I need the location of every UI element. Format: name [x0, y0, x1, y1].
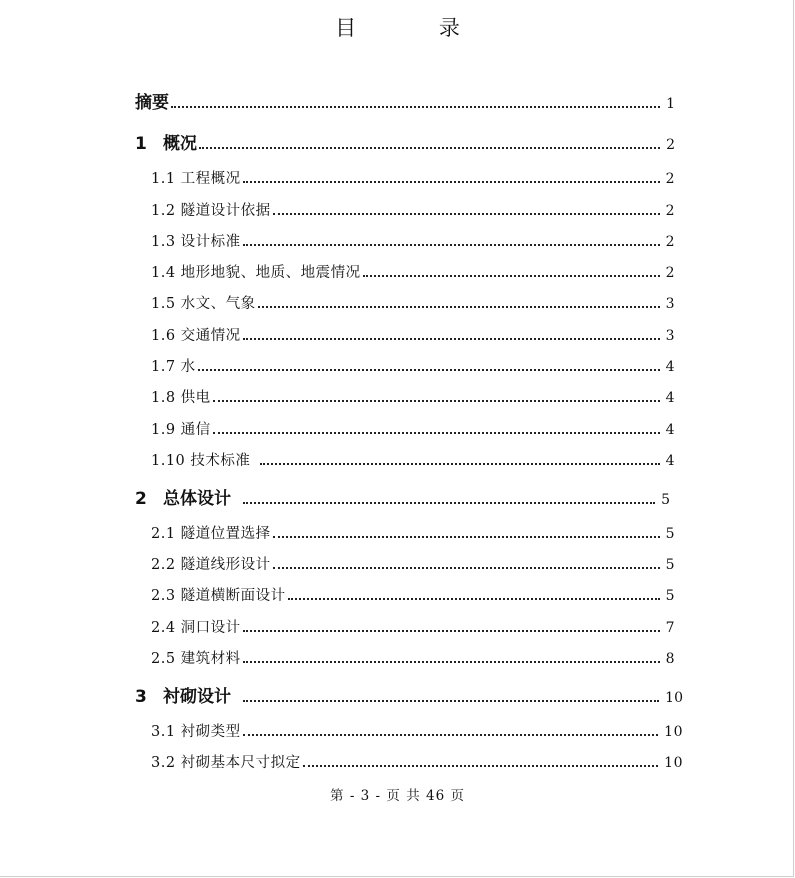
dot-leader	[273, 213, 660, 215]
toc-entry-2-1[interactable]	[151, 522, 675, 543]
toc-entry-label: 摘要	[135, 93, 169, 113]
toc-entry-label: 1.6 交通情况	[151, 328, 241, 344]
dot-leader	[213, 400, 660, 402]
toc-entry-1-10[interactable]	[151, 449, 675, 470]
toc-entry-label: 2.3 隧道横断面设计	[151, 588, 286, 604]
toc-entry-label: 1.5 水文、气象	[151, 296, 256, 312]
toc-entry-1-4[interactable]	[151, 261, 675, 282]
dot-leader	[198, 369, 660, 371]
toc-page-number: 10	[664, 724, 683, 740]
toc-entry-label: 2.5 建筑材料	[151, 651, 241, 667]
chapter-number: 3	[135, 687, 147, 707]
dot-leader	[243, 244, 660, 246]
toc-page-number: 4	[665, 422, 675, 438]
dot-leader	[273, 536, 660, 538]
toc-page-number: 7	[665, 620, 675, 636]
toc-entry-chapter-3[interactable]	[135, 682, 683, 707]
toc-entry-label: 1.9 通信	[151, 422, 211, 438]
toc-entry-label: 1.10 技术标准	[151, 453, 251, 469]
toc-page-number: 2	[665, 171, 675, 187]
toc-page-number: 4	[665, 359, 675, 375]
toc-entry-label: 1.1 工程概况	[151, 171, 241, 187]
dot-leader	[243, 181, 660, 183]
toc-entry-3-2[interactable]	[151, 751, 683, 772]
toc-entry-label: 3.1 衬砌类型	[151, 724, 241, 740]
toc-page-number: 4	[665, 390, 675, 406]
toc-entry-label: 1.8 供电	[151, 390, 211, 406]
toc-page-number: 10	[665, 690, 683, 706]
page-footer: 第 - 3 - 页 共 46 页	[330, 788, 465, 804]
dot-leader	[303, 765, 659, 767]
toc-entry-1-2[interactable]	[151, 199, 675, 220]
dot-leader	[258, 306, 660, 308]
toc-page-number: 4	[665, 453, 675, 469]
toc-entry-label: 1.2 隧道设计依据	[151, 203, 271, 219]
dot-leader	[260, 463, 659, 465]
toc-page-number: 5	[665, 557, 675, 573]
toc-page-number: 5	[661, 492, 670, 508]
toc-page-number: 10	[664, 755, 683, 771]
toc-entry-label: 概况	[163, 134, 197, 154]
chapter-number: 2	[135, 489, 147, 509]
toc-entry-2-5[interactable]	[151, 647, 675, 668]
toc-entry-label: 1.4 地形地貌、地质、地震情况	[151, 265, 361, 281]
toc-entry-label: 3.2 衬砌基本尺寸拟定	[151, 755, 301, 771]
toc-page-number: 3	[665, 328, 675, 344]
toc-page-number: 5	[665, 588, 675, 604]
toc-entry-2-3[interactable]	[151, 584, 675, 605]
toc-entry-1-5[interactable]	[151, 292, 675, 313]
toc-entry-chapter-1[interactable]	[135, 129, 675, 154]
toc-entry-1-8[interactable]	[151, 386, 675, 407]
toc-page-number: 8	[665, 651, 675, 667]
toc-entry-2-2[interactable]	[151, 553, 675, 574]
dot-leader	[243, 700, 659, 702]
toc-entry-3-1[interactable]	[151, 720, 683, 741]
toc-entry-1-7[interactable]	[151, 355, 675, 376]
dot-leader	[213, 432, 660, 434]
dot-leader	[243, 661, 660, 663]
dot-leader	[171, 106, 660, 108]
dot-leader	[243, 502, 655, 504]
toc-page-number: 3	[665, 296, 675, 312]
toc-entry-1-3[interactable]	[151, 230, 675, 251]
toc-entry-chapter-2[interactable]	[135, 484, 670, 509]
dot-leader	[363, 275, 660, 277]
toc-page-number: 2	[666, 137, 675, 153]
toc-page-number: 2	[665, 265, 675, 281]
toc-entry-label: 1.7 水	[151, 359, 196, 375]
toc-page-number: 5	[665, 526, 675, 542]
dot-leader	[243, 338, 660, 340]
toc-entry-label: 衬砌设计	[163, 687, 231, 707]
toc-title: 目 录	[335, 16, 498, 40]
chapter-number: 1	[135, 134, 147, 154]
dot-leader	[243, 630, 660, 632]
toc-entry-1-1[interactable]	[151, 167, 675, 188]
toc-entry-label: 2.2 隧道线形设计	[151, 557, 271, 573]
toc-page-number: 2	[665, 234, 675, 250]
dot-leader	[199, 147, 660, 149]
toc-entry-label: 2.1 隧道位置选择	[151, 526, 271, 542]
toc-entry-label: 2.4 洞口设计	[151, 620, 241, 636]
toc-entry-1-6[interactable]	[151, 324, 675, 345]
toc-entry-1-9[interactable]	[151, 418, 675, 439]
dot-leader	[288, 598, 660, 600]
toc-entry-label: 总体设计	[163, 489, 231, 509]
dot-leader	[243, 734, 659, 736]
toc-entry-2-4[interactable]	[151, 616, 675, 637]
dot-leader	[273, 567, 660, 569]
toc-entry-label: 1.3 设计标准	[151, 234, 241, 250]
toc-page-number: 1	[666, 96, 675, 112]
toc-page-number: 2	[665, 203, 675, 219]
toc-entry-abstract[interactable]	[135, 88, 675, 113]
